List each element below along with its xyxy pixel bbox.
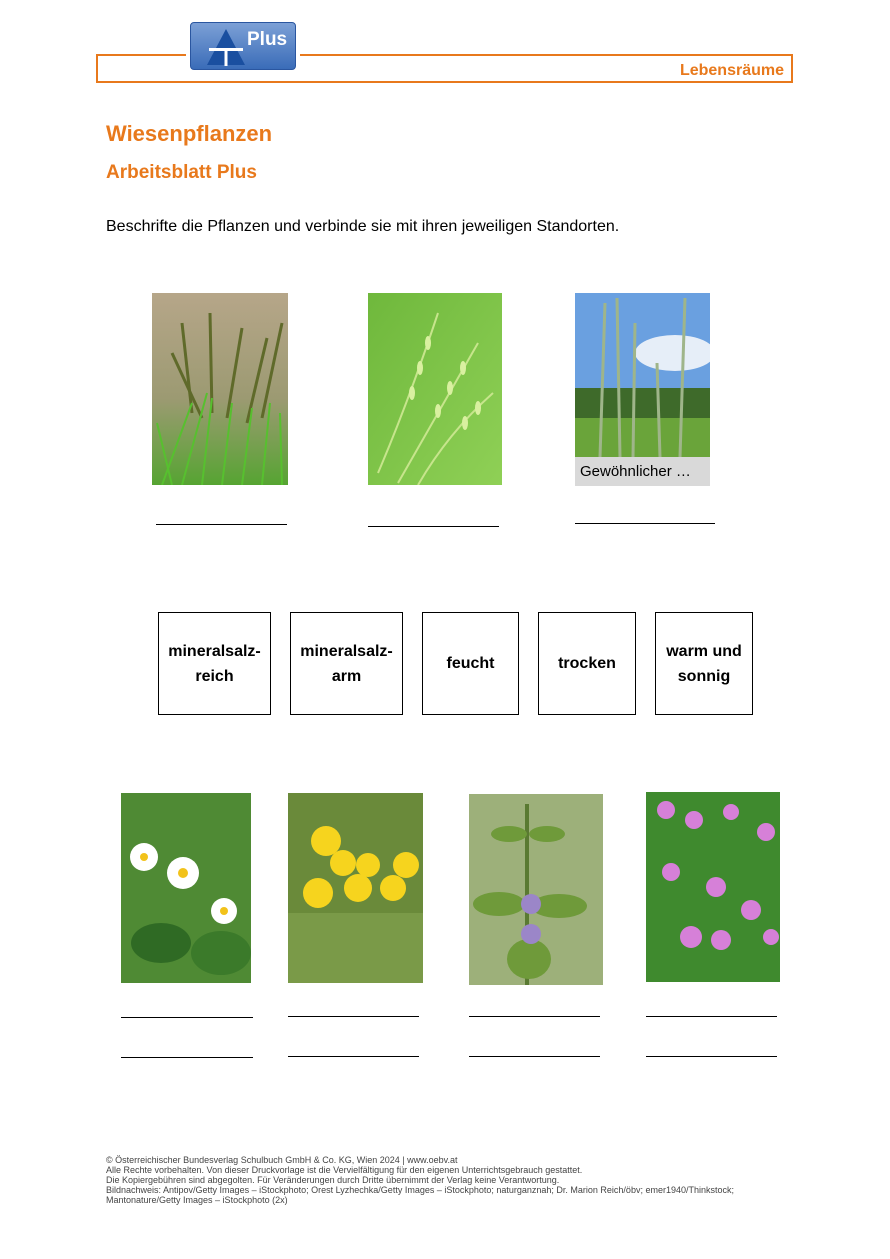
couch-grass-photo bbox=[575, 293, 710, 457]
location-box-mineral-poor[interactable]: mineralsalz- arm bbox=[290, 612, 403, 715]
page-title: Wiesenpflanzen bbox=[106, 121, 273, 146]
dandelion-photo bbox=[288, 793, 423, 983]
footer-fees: Die Kopiergebühren sind abgegolten. Für Veränderungen durch Dritte übernimmt der Verlag keine Verantwortung. bbox=[106, 1175, 560, 1185]
instruction-text: Beschrifte die Pflanzen und verbinde sie mit ihren jeweiligen Standorten. bbox=[106, 218, 620, 235]
logo-text: Plus bbox=[247, 29, 288, 50]
answer-line[interactable] bbox=[646, 1016, 777, 1017]
location-box-moist[interactable]: feucht bbox=[422, 612, 519, 715]
location-box-mineral-rich[interactable]: mineralsalz- reich bbox=[158, 612, 271, 715]
answer-line[interactable] bbox=[575, 523, 715, 524]
footer-credits: Bildnachweis: Antipov/Getty Images – iStockphoto; Orest Lyzhechka/Getty Images – iStockphoto; naturganznah; Dr. Marion Reich/öbv; emer1940/Thinkstock; bbox=[106, 1185, 734, 1195]
page-subtitle: Arbeitsblatt Plus bbox=[106, 162, 257, 183]
answer-line[interactable] bbox=[121, 1017, 253, 1018]
location-box-dry[interactable]: trocken bbox=[538, 612, 636, 715]
footer bbox=[106, 1155, 796, 1205]
answer-line[interactable] bbox=[469, 1016, 600, 1017]
photo-caption: Gewöhnlicher … bbox=[575, 457, 710, 486]
grass-photo bbox=[152, 293, 288, 485]
answer-line[interactable] bbox=[121, 1057, 253, 1058]
section-label: Lebensräume bbox=[679, 62, 784, 79]
answer-line[interactable] bbox=[156, 524, 287, 525]
answer-line[interactable] bbox=[646, 1056, 777, 1057]
daisy-photo bbox=[121, 793, 251, 983]
footer-copyright: © Österreichischer Bundesverlag Schulbuch GmbH & Co. KG, Wien 2024 | www.oebv.at bbox=[106, 1155, 458, 1165]
triangle-logo-icon bbox=[205, 27, 247, 67]
location-box-warm-sunny[interactable]: warm und sonnig bbox=[655, 612, 753, 715]
answer-line[interactable] bbox=[288, 1016, 419, 1017]
footer-rights: Alle Rechte vorbehalten. Von dieser Druckvorlage ist die Vervielfältigung für den eigenen Unterrichtsgebrauch gestattet. bbox=[106, 1165, 583, 1175]
pink-flower-photo bbox=[646, 792, 780, 982]
grass-spikes-photo bbox=[368, 293, 502, 485]
answer-line[interactable] bbox=[288, 1056, 419, 1057]
answer-line[interactable] bbox=[469, 1056, 600, 1057]
publisher-logo bbox=[190, 22, 296, 70]
footer-credits-cont: Mantonature/Getty Images – iStockphoto (2x) bbox=[106, 1195, 288, 1205]
mint-photo bbox=[469, 794, 603, 985]
answer-line[interactable] bbox=[368, 526, 499, 527]
